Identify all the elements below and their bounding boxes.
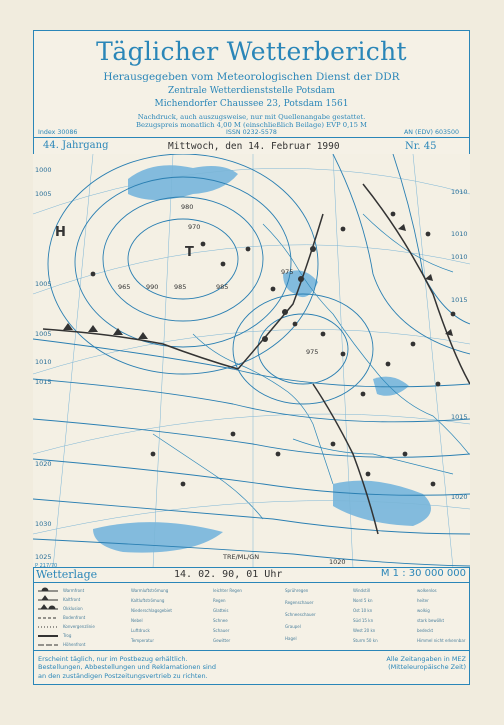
- header-rule: [33, 137, 470, 138]
- pressure-label: 985: [216, 283, 229, 291]
- weather-map-svg: [33, 154, 470, 568]
- legend-item: Sturm 50 kn: [353, 638, 378, 643]
- jahrgang-label: 44. Jahrgang: [43, 140, 109, 151]
- legend-item: Temperatur: [131, 638, 154, 643]
- legend-item: Ost 10 kn: [353, 608, 373, 613]
- print-code: P 217/70: [35, 563, 58, 568]
- timezone-line: (Mitteleuropäische Zeit): [388, 663, 466, 672]
- legend-item: Konvergenzlinie: [63, 624, 95, 629]
- map-timestamp: 14. 02. 90, 01 Uhr: [174, 569, 283, 580]
- legend-item: Trog: [63, 633, 72, 638]
- index-number: Index 30086: [38, 129, 78, 136]
- isobar-label: 1005: [35, 190, 52, 198]
- wetterlage-label: Wetterlage: [36, 568, 98, 581]
- an-code: AN (EDV) 603500: [404, 129, 459, 136]
- issn-number: ISSN 0232-5578: [226, 129, 277, 136]
- isobar-label: 1020: [329, 558, 346, 566]
- pressure-label: 970: [188, 223, 201, 231]
- timezone-note: [368, 655, 466, 672]
- price-note: Bezugspreis monatlich 4,00 M (einschließlich Beilage) EVP 0,15 M: [135, 121, 368, 129]
- timezone-line: Alle Zeitangaben in MEZ: [386, 655, 466, 663]
- isobar-label: 1015: [451, 413, 468, 421]
- legend-item: Graupel: [285, 624, 301, 629]
- legend-item: Schneeschauer: [285, 612, 316, 617]
- publisher-line: Herausgegeben vom Meteorologischen Dienst der DDR: [103, 71, 400, 83]
- isobar-label: 1025: [35, 553, 52, 561]
- legend-item: Warmluftströmung: [131, 588, 169, 593]
- subscription-line: an den zuständigen Postzeitungsvertrieb zu richten.: [38, 671, 208, 680]
- legend-item: Regen: [213, 598, 226, 603]
- pressure-label: 990: [146, 283, 159, 291]
- legend-item: stark bewölkt: [417, 618, 445, 623]
- low-pressure-marker: T: [185, 245, 194, 260]
- legend-item: Regenschauer: [285, 600, 314, 605]
- legend-item: Schauer: [213, 628, 230, 633]
- legend-item: Süd 15 kn: [353, 618, 374, 623]
- legend-item: Gewitter: [213, 638, 231, 643]
- isobar-label: 1005: [35, 330, 52, 338]
- legend-item: Himmel nicht erkennbar: [417, 638, 466, 643]
- address-line: Michendorfer Chaussee 23, Potsdam 1561: [154, 99, 349, 109]
- pressure-label: 985: [174, 283, 187, 291]
- legend-symbols: [33, 584, 470, 650]
- legend-item: Bodenfront: [63, 615, 86, 620]
- legend-item: Warmfront: [63, 588, 85, 593]
- isobar-label: 1015: [35, 378, 52, 386]
- legend-item: Hagel: [285, 636, 297, 641]
- legend-item: Niederschlagsgebiet: [131, 608, 172, 613]
- issue-number: Nr. 45: [405, 141, 437, 152]
- legend-item: leichter Regen: [213, 588, 242, 593]
- isobar-label: 1000: [35, 166, 52, 174]
- legend-item: Okklusion: [63, 606, 83, 611]
- legend-item: heiter: [417, 598, 429, 603]
- legend-item: Sprühregen: [285, 588, 309, 593]
- pressure-label: 980: [181, 203, 194, 211]
- pressure-label: 975: [306, 348, 319, 356]
- legend-item: bedeckt: [417, 628, 434, 633]
- isobar-label: 1010: [451, 230, 468, 238]
- pressure-label: 965: [118, 283, 131, 291]
- reprint-note: Nachdruck, auch auszugsweise, nur mit Quellenangabe gestattet.: [137, 113, 366, 121]
- issue-date: Mittwoch, den 14. Februar 1990: [168, 141, 340, 152]
- legend-item: Luftdruck: [131, 628, 150, 633]
- map-legend: [33, 584, 470, 650]
- legend-item: Kaltfront: [63, 597, 81, 602]
- isobar-label: 1020: [451, 493, 468, 501]
- legend-item: Kaltluftströmung: [131, 598, 165, 603]
- map-scale: M 1 : 30 000 000: [380, 568, 466, 579]
- pressure-label: 975: [281, 268, 294, 276]
- high-pressure-marker: H: [55, 225, 66, 240]
- office-line: Zentrale Wetterdienststelle Potsdam: [168, 86, 335, 96]
- legend-item: Nord 5 kn: [353, 598, 373, 603]
- isobar-label: 1020: [35, 460, 52, 468]
- isobar-label: 1005: [35, 280, 52, 288]
- legend-item: wolkig: [417, 608, 430, 613]
- isobar-label: 1010: [451, 253, 468, 261]
- subscription-line: Bestellungen, Abbestellungen und Reklamationen sind: [38, 663, 217, 672]
- legend-item: Windstill: [353, 588, 371, 593]
- map-code: TRE/ML/GN: [223, 553, 260, 561]
- legend-item: Glatteis: [213, 608, 229, 613]
- subscription-info: [38, 655, 216, 680]
- subscription-line: Erscheint täglich, nur im Postbezug erhältlich.: [38, 655, 188, 663]
- publication-title: Täglicher Wetterbericht: [96, 37, 407, 66]
- legend-item: West 20 kn: [353, 628, 376, 633]
- legend-item: Höhenfront: [63, 642, 86, 647]
- legend-item: wolkenlos: [417, 588, 437, 593]
- legend-item: Schnee: [213, 618, 228, 623]
- isobar-label: 1010: [35, 358, 52, 366]
- isobar-label: 1010: [451, 188, 468, 196]
- weather-map: [33, 154, 470, 568]
- isobar-label: 1030: [35, 520, 52, 528]
- isobar-label: 1015: [451, 296, 468, 304]
- legend-item: Nebel: [131, 618, 143, 623]
